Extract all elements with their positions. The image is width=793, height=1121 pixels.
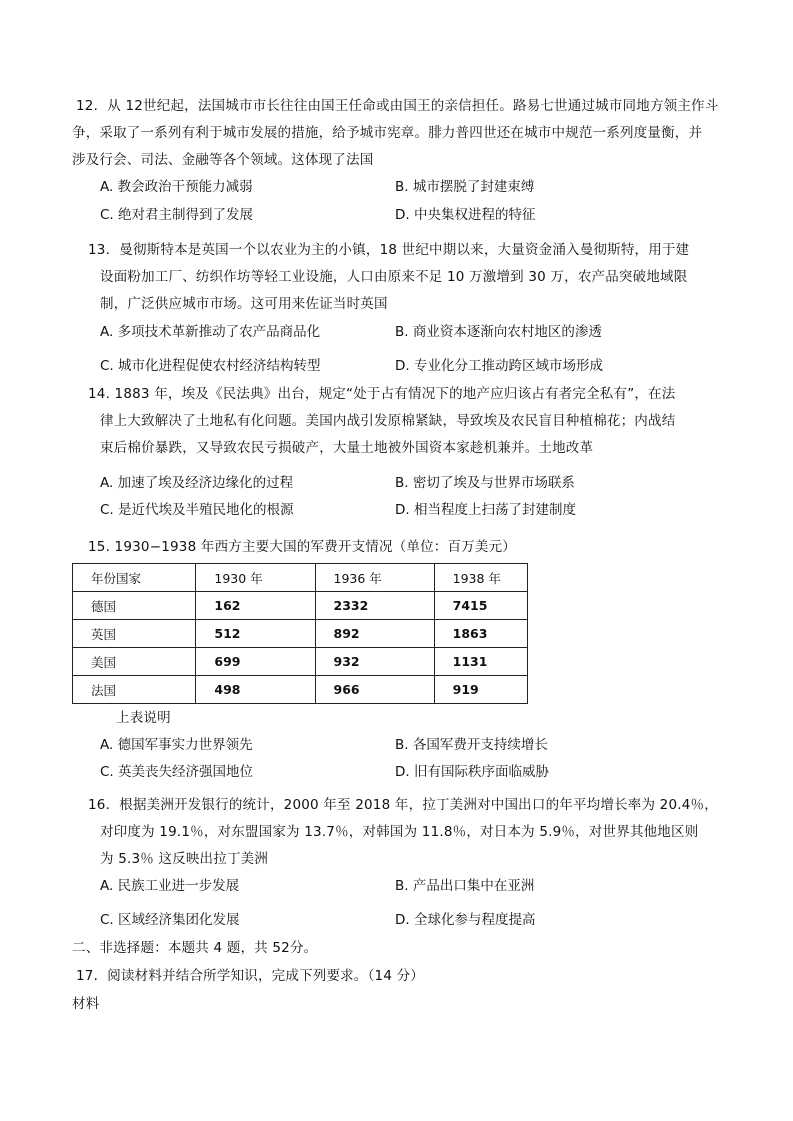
q14-option-c: C. 是近代埃及半殖民地化的根源 [100,502,294,518]
table-cell: 162 [196,592,315,620]
q15-option-d: D. 旧有国际秩序面临威胁 [395,764,549,780]
table-cell: 892 [315,620,434,648]
q14-line-1: 14. 1883 年，埃及《民法典》出台，规定“处于占有情况下的地产应归该占有者完全私有”，在法 [88,386,676,402]
q12-line-2: 争，采取了一系列有利于城市发展的措施，给予城市宪章。腓力普四世还在城市中规范一系列度量衡，并 [72,125,703,141]
q13-line-2: 设面粉加工厂、纺织作坊等轻工业设施，人口由原来不足 10 万激增到 30 万，农产品突破地域限 [100,269,688,285]
table-cell: 1863 [434,620,527,648]
q16-line-1: 16．根据美洲开发银行的统计，2000 年至 2018 年，拉丁美洲对中国出口的年平均增长率为 20.4％， [88,797,718,813]
table-row [73,676,528,704]
q12-line-1: 12．从 12世纪起，法国城市市长往往由国王任命或由国王的亲信担任。路易七世通过城市同地方领主作斗 [76,98,719,114]
table-header-cell: 1936 年 [315,564,434,592]
military-spending-table [72,563,528,704]
table-row [73,620,528,648]
q16-option-a: A. 民族工业进一步发展 [100,878,240,894]
q13-line-3: 制，广泛供应城市市场。这可用来佐证当时英国 [100,296,388,312]
table-row [73,648,528,676]
q15-option-b: B. 各国军费开支持续增长 [395,737,548,753]
table-cell: 512 [196,620,315,648]
table-cell: 法国 [73,676,196,704]
q16-option-b: B. 产品出口集中在亚洲 [395,878,535,894]
q15-option-c: C. 英美丧失经济强国地位 [100,764,254,780]
q15-title: 15. 1930−1938 年西方主要大国的军费开支情况（单位：百万美元） [88,539,516,555]
q12-option-b: B. 城市摆脱了封建束缚 [395,179,535,195]
q15-note: 上表说明 [116,710,171,726]
section-heading: 二、非选择题：本题共 4 题，共 52分。 [72,940,318,956]
table-header-cell: 1930 年 [196,564,315,592]
q12-option-d: D. 中央集权进程的特征 [395,207,536,223]
q16-line-3: 为 5.3％ 这反映出拉丁美洲 [100,851,269,867]
table-cell: 966 [315,676,434,704]
q13-line-1: 13．曼彻斯特本是英国一个以农业为主的小镇，18 世纪中期以来，大量资金涌入曼彻斯特，用于建 [88,242,690,258]
table-cell: 932 [315,648,434,676]
table-row [73,592,528,620]
q14-option-d: D. 相当程度上扫荡了封建制度 [395,502,576,518]
material-label: 材料 [72,996,100,1012]
q13-option-b: B. 商业资本逐渐向农村地区的渗透 [395,324,602,340]
q17-prompt: 17．阅读材料并结合所学知识，完成下列要求。（14 分） [76,968,424,984]
table-cell: 德国 [73,592,196,620]
q12-option-a: A. 教会政治干预能力减弱 [100,179,253,195]
table-cell: 7415 [434,592,527,620]
q13-option-a: A. 多项技术革新推动了农产品商品化 [100,324,321,340]
q12-option-c: C. 绝对君主制得到了发展 [100,207,254,223]
q13-option-d: D. 专业化分工推动跨区域市场形成 [395,358,603,374]
q14-line-2: 律上大致解决了土地私有化问题。美国内战引发原棉紧缺，导致埃及农民盲目种植棉花；内战结 [100,413,676,429]
table-header-cell: 1938 年 [434,564,527,592]
table-cell: 498 [196,676,315,704]
q16-line-2: 对印度为 19.1％，对东盟国家为 13.7％，对韩国为 11.8％，对日本为 5.9％，对世界其他地区则 [100,824,699,840]
table-header-row [73,564,528,592]
q14-line-3: 束后棉价暴跌，又导致农民亏损破产，大量土地被外国资本家趁机兼并。土地改革 [100,440,594,456]
table-cell: 美国 [73,648,196,676]
table-cell: 699 [196,648,315,676]
table-cell: 2332 [315,592,434,620]
q14-option-b: B. 密切了埃及与世界市场联系 [395,475,575,491]
q16-option-d: D. 全球化参与程度提高 [395,912,536,928]
table-cell: 919 [434,676,527,704]
q14-option-a: A. 加速了埃及经济边缘化的过程 [100,475,294,491]
q15-option-a: A. 德国军事实力世界领先 [100,737,253,753]
table-cell: 1131 [434,648,527,676]
q13-option-c: C. 城市化进程促使农村经济结构转型 [100,358,321,374]
table-header-cell: 年份国家 [73,564,196,592]
q16-option-c: C. 区域经济集团化发展 [100,912,240,928]
q12-line-3: 涉及行会、司法、金融等各个领域。这体现了法国 [72,152,374,168]
table-cell: 英国 [73,620,196,648]
